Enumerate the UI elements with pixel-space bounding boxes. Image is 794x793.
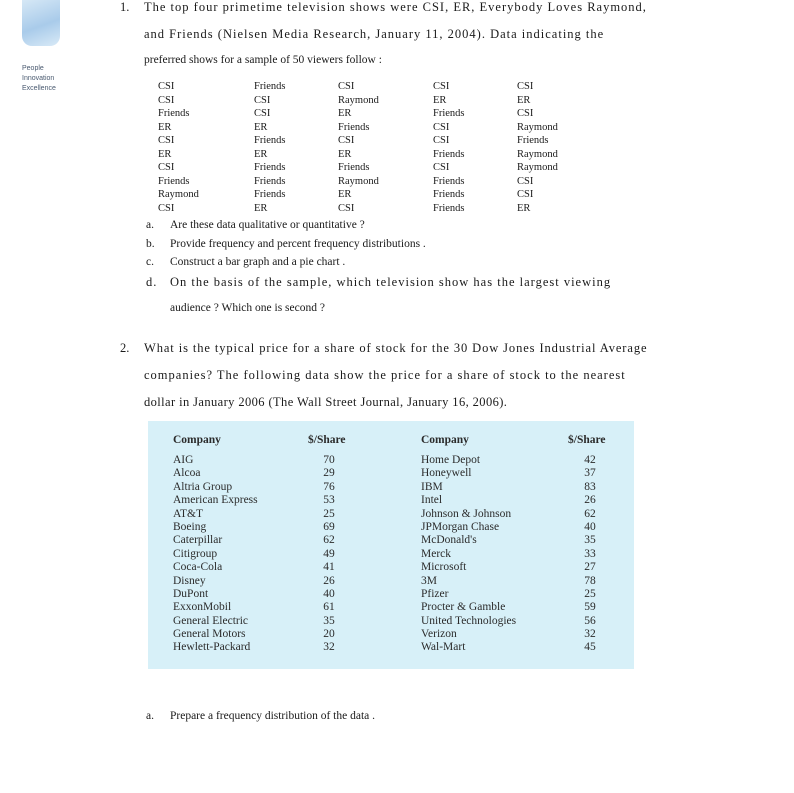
- question-2-number: 2.: [120, 341, 130, 355]
- share-price: 41: [323, 561, 335, 574]
- company-name: Boeing: [173, 520, 207, 533]
- share-price: 25: [584, 587, 596, 600]
- share-price: 62: [584, 507, 596, 520]
- company-name: Home Depot: [421, 454, 481, 466]
- viewer-cell: ER: [158, 121, 172, 133]
- company-name: McDonald's: [421, 534, 477, 547]
- subpart-text: On the basis of the sample, which television show has the largest viewing: [170, 275, 612, 289]
- viewer-cell: CSI: [158, 81, 175, 92]
- company-name: Intel: [421, 494, 443, 507]
- viewer-cell: ER: [338, 189, 352, 200]
- subpart-label: a.: [146, 710, 154, 722]
- question-2-line: What is the typical price for a share of stock for the 30 Dow Jones Industrial Average: [144, 341, 648, 355]
- logo-graphic: [22, 0, 60, 46]
- viewer-cell: Friends: [338, 162, 370, 173]
- viewer-cell: CSI: [254, 108, 271, 119]
- question-1-line: preferred shows for a sample of 50 viewers follow :: [144, 54, 382, 66]
- company-name: JPMorgan Chase: [421, 520, 500, 533]
- viewer-cell: ER: [254, 148, 268, 160]
- company-name: Honeywell: [421, 467, 472, 480]
- company-name: AT&T: [173, 507, 204, 520]
- share-price: 40: [323, 587, 335, 600]
- share-price: 78: [584, 574, 596, 587]
- share-price: 40: [584, 520, 596, 533]
- share-price: 70: [323, 454, 335, 466]
- right-company-column: [421, 454, 516, 655]
- viewer-cell: Friends: [517, 135, 549, 146]
- viewer-cell: ER: [158, 148, 172, 160]
- company-name: United Technologies: [421, 614, 517, 627]
- viewer-cell: ER: [338, 108, 352, 119]
- viewer-cell: Friends: [433, 189, 465, 200]
- viewer-cell: CSI: [158, 135, 175, 146]
- left-company-column: [173, 454, 258, 655]
- left-price-column: [316, 454, 342, 655]
- company-name: Citigroup: [173, 547, 218, 560]
- viewer-cell: Friends: [433, 202, 465, 214]
- company-name: 3M: [421, 574, 437, 587]
- company-name: Microsoft: [421, 561, 467, 574]
- viewer-cell: CSI: [158, 202, 175, 214]
- viewer-cell: Friends: [433, 175, 465, 187]
- viewer-cell: Raymond: [158, 189, 199, 200]
- company-name: American Express: [173, 494, 258, 507]
- column-header-share: $/Share: [568, 434, 606, 446]
- company-name: Pfizer: [421, 587, 449, 600]
- viewer-cell: Friends: [158, 175, 190, 187]
- share-price: 61: [323, 601, 335, 614]
- viewer-cell: Raymond: [517, 148, 558, 160]
- viewer-cell: CSI: [517, 81, 534, 92]
- subpart-label: b.: [146, 238, 155, 250]
- share-price: 32: [584, 628, 596, 641]
- share-price: 29: [323, 467, 335, 480]
- company-name: General Electric: [173, 614, 249, 627]
- viewer-cell: ER: [517, 94, 531, 106]
- question-1-number: 1.: [120, 0, 130, 14]
- question-1-line: and Friends (Nielsen Media Research, January 11, 2004). Data indicating the: [144, 27, 605, 41]
- viewer-column: [158, 80, 199, 215]
- viewer-cell: Friends: [158, 108, 190, 119]
- subpart-d: [146, 275, 611, 290]
- viewer-column: [338, 80, 379, 215]
- company-name: Verizon: [421, 628, 457, 641]
- company-name: ExxonMobil: [173, 601, 232, 614]
- question-2-line: dollar in January 2006 (The Wall Street Journal, January 16, 2006).: [144, 395, 508, 409]
- viewer-cell: CSI: [433, 135, 450, 146]
- viewer-cell: CSI: [158, 94, 175, 106]
- viewer-cell: CSI: [517, 175, 534, 187]
- question-2-line: companies? The following data show the price for a share of stock to the nearest: [144, 368, 626, 382]
- company-name: Caterpillar: [173, 534, 223, 547]
- share-price: 33: [584, 547, 596, 560]
- share-price: 27: [584, 561, 596, 574]
- question-1-line: The top four primetime television shows were CSI, ER, Everybody Loves Raymond,: [144, 0, 647, 14]
- subpart-text: Are these data qualitative or quantitative ?: [170, 219, 365, 231]
- share-price: 26: [323, 574, 335, 587]
- share-price: 32: [323, 641, 335, 654]
- subpart-text: Construct a bar graph and a pie chart .: [170, 256, 346, 268]
- column-header-company: Company: [421, 434, 469, 446]
- share-price: 83: [584, 480, 596, 493]
- viewer-cell: ER: [517, 202, 531, 214]
- share-price: 45: [584, 641, 596, 654]
- share-price: 62: [323, 534, 335, 547]
- viewer-cell: ER: [254, 121, 268, 133]
- viewer-cell: Friends: [254, 162, 286, 173]
- subpart-d-continuation: audience ? Which one is second ?: [170, 302, 325, 314]
- stock-price-table: [148, 421, 634, 669]
- viewer-cell: CSI: [158, 162, 175, 173]
- share-price: 69: [323, 520, 335, 533]
- viewer-cell: CSI: [433, 162, 450, 173]
- column-header-company: Company: [173, 434, 221, 446]
- subpart-text: Prepare a frequency distribution of the data .: [170, 710, 376, 722]
- viewer-cell: Friends: [254, 175, 286, 187]
- viewer-cell: CSI: [338, 81, 355, 92]
- company-name: AIG: [173, 454, 194, 466]
- viewer-cell: Raymond: [338, 94, 379, 106]
- logo-line: People: [22, 65, 44, 72]
- right-price-column: [577, 454, 603, 655]
- share-price: 42: [584, 454, 596, 466]
- viewer-cell: ER: [254, 202, 268, 214]
- viewer-column: [433, 80, 465, 215]
- viewer-cell: Friends: [338, 121, 370, 133]
- share-price: 20: [323, 628, 335, 641]
- viewer-cell: CSI: [433, 121, 450, 133]
- viewer-cell: CSI: [338, 135, 355, 146]
- logo-text: [22, 64, 56, 94]
- company-name: Procter & Gamble: [421, 601, 506, 614]
- subpart-label: a.: [146, 219, 154, 231]
- subpart-label: c.: [146, 256, 154, 268]
- company-name: Altria Group: [173, 480, 233, 493]
- viewer-cell: CSI: [433, 81, 450, 92]
- viewer-cell: Friends: [254, 135, 286, 146]
- question-2-subpart-a: [146, 710, 375, 722]
- share-price: 35: [584, 534, 596, 547]
- viewer-cell: Friends: [433, 108, 465, 119]
- logo-line: Innovation: [22, 75, 55, 82]
- viewer-column: [254, 80, 286, 215]
- share-price: 59: [584, 601, 596, 614]
- viewer-cell: Raymond: [517, 162, 558, 173]
- viewer-cell: CSI: [517, 189, 534, 200]
- company-name: Hewlett-Packard: [173, 641, 251, 654]
- company-name: DuPont: [173, 587, 209, 600]
- viewer-column: [517, 80, 558, 215]
- share-price: 56: [584, 614, 596, 627]
- share-price: 37: [584, 467, 596, 480]
- viewer-cell: CSI: [254, 94, 271, 106]
- company-name: Disney: [173, 574, 206, 587]
- viewer-cell: Friends: [254, 81, 286, 92]
- column-header-share: $/Share: [308, 434, 346, 446]
- subpart-c: [146, 256, 345, 268]
- company-name: Coca-Cola: [173, 561, 223, 574]
- subpart-text: Provide frequency and percent frequency distributions .: [170, 238, 426, 250]
- viewer-cell: ER: [338, 148, 352, 160]
- viewer-cell: Friends: [433, 148, 465, 160]
- share-price: 25: [323, 507, 335, 520]
- share-price: 49: [323, 547, 335, 560]
- subpart-a: [146, 219, 365, 231]
- subpart-label: d.: [146, 275, 158, 289]
- company-name: Alcoa: [173, 467, 201, 480]
- viewer-cell: CSI: [338, 202, 355, 214]
- logo-line: Excellence: [22, 85, 56, 92]
- share-price: 35: [323, 614, 335, 627]
- company-name: IBM: [421, 480, 443, 493]
- share-price: 76: [323, 480, 335, 493]
- company-name: General Motors: [173, 628, 246, 641]
- share-price: 53: [323, 494, 335, 507]
- viewer-cell: Raymond: [338, 175, 379, 187]
- company-name: Merck: [421, 547, 452, 560]
- viewer-cell: CSI: [517, 108, 534, 119]
- company-name: Wal-Mart: [421, 641, 466, 654]
- viewer-cell: Friends: [254, 189, 286, 200]
- company-name: Johnson & Johnson: [421, 507, 512, 520]
- subpart-b: [146, 238, 426, 250]
- share-price: 26: [584, 494, 596, 507]
- viewer-cell: Raymond: [517, 121, 558, 133]
- viewer-cell: ER: [433, 94, 447, 106]
